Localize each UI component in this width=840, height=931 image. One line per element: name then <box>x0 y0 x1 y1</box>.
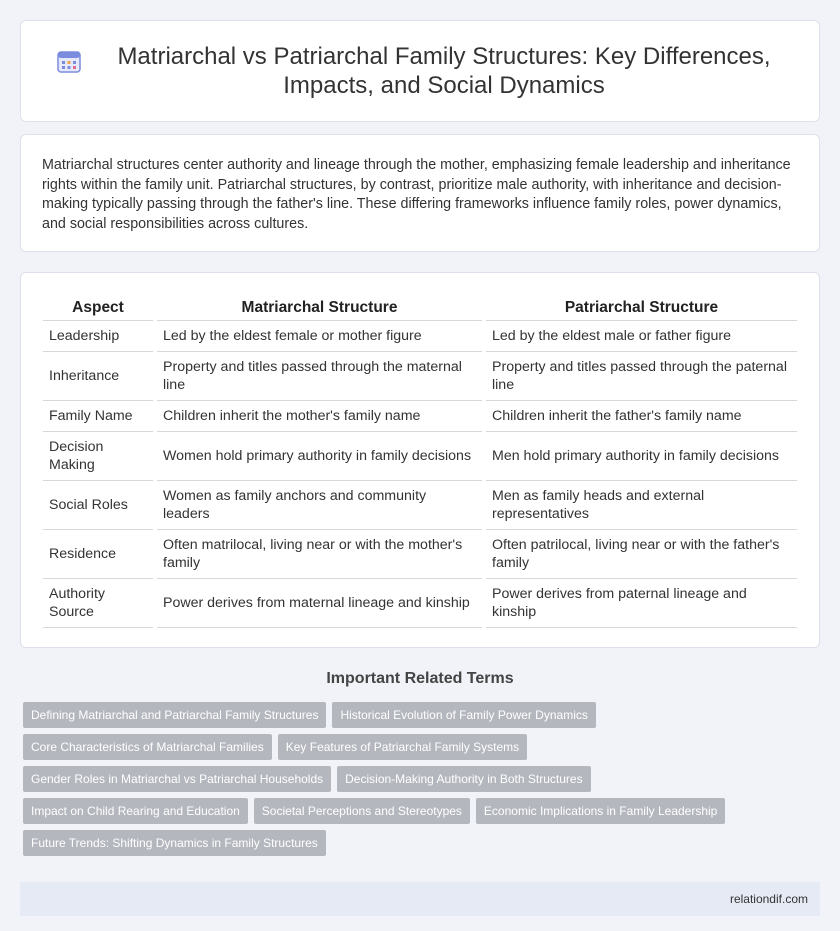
comparison-table <box>39 295 801 628</box>
table-row <box>43 401 797 432</box>
related-tag[interactable]: Defining Matriarchal and Patriarchal Family Structures <box>23 702 326 728</box>
related-tag[interactable]: Core Characteristics of Matriarchal Families <box>23 734 272 760</box>
table-row <box>43 352 797 401</box>
cell-patriarchal: Property and titles passed through the paternal line <box>486 352 797 401</box>
related-tags <box>0 702 840 856</box>
cell-aspect: Decision Making <box>43 432 153 481</box>
table-row <box>43 481 797 530</box>
related-tag[interactable]: Key Features of Patriarchal Family Systems <box>278 734 527 760</box>
cell-matriarchal: Power derives from maternal lineage and kinship <box>157 579 482 628</box>
cell-aspect: Leadership <box>43 321 153 352</box>
cell-aspect: Social Roles <box>43 481 153 530</box>
table-row <box>43 530 797 579</box>
header-card <box>20 20 820 122</box>
cell-patriarchal: Power derives from paternal lineage and kinship <box>486 579 797 628</box>
intro-card <box>20 134 820 252</box>
table-header-row <box>43 295 797 321</box>
related-tag[interactable]: Historical Evolution of Family Power Dynamics <box>332 702 595 728</box>
cell-patriarchal: Children inherit the father's family name <box>486 401 797 432</box>
header-inner <box>56 42 784 100</box>
related-terms-title: Important Related Terms <box>326 670 514 687</box>
cell-patriarchal: Led by the eldest male or father figure <box>486 321 797 352</box>
table-row <box>43 432 797 481</box>
related-tag[interactable]: Future Trends: Shifting Dynamics in Family Structures <box>23 830 326 856</box>
related-tag[interactable]: Decision-Making Authority in Both Structures <box>337 766 590 792</box>
table-row <box>43 321 797 352</box>
footer-site-name[interactable]: relationdif.com <box>729 892 808 906</box>
cell-matriarchal: Children inherit the mother's family name <box>157 401 482 432</box>
related-terms-section <box>0 670 840 856</box>
cell-matriarchal: Women as family anchors and community leaders <box>157 481 482 530</box>
related-tag[interactable]: Gender Roles in Matriarchal vs Patriarchal Households <box>23 766 331 792</box>
calendar-grid-icon <box>56 48 82 74</box>
cell-aspect: Family Name <box>43 401 153 432</box>
page-title: Matriarchal vs Patriarchal Family Structures: Key Differences, Impacts, and Social Dynamics <box>117 43 771 99</box>
cell-patriarchal: Men hold primary authority in family decisions <box>486 432 797 481</box>
cell-aspect: Inheritance <box>43 352 153 401</box>
cell-matriarchal: Property and titles passed through the maternal line <box>157 352 482 401</box>
comparison-table-card <box>20 272 820 648</box>
intro-paragraph: Matriarchal structures center authority and lineage through the mother, emphasizing female leadership and inheritance rights within the family unit. Patriarchal structures, by contrast, prioritize male authority, with inheritance and decision-making typically passing through the father's line. These differing frameworks influence family roles, power dynamics, and social responsibilities across cultures. <box>42 157 791 232</box>
cell-patriarchal: Often patrilocal, living near or with the father's family <box>486 530 797 579</box>
header-aspect: Aspect <box>43 295 153 321</box>
header-patriarchal: Patriarchal Structure <box>486 295 797 321</box>
related-tag[interactable]: Societal Perceptions and Stereotypes <box>254 798 470 824</box>
cell-patriarchal: Men as family heads and external representatives <box>486 481 797 530</box>
cell-matriarchal: Often matrilocal, living near or with the mother's family <box>157 530 482 579</box>
footer <box>20 882 820 916</box>
related-tag[interactable]: Economic Implications in Family Leadership <box>476 798 725 824</box>
cell-aspect: Residence <box>43 530 153 579</box>
header-matriarchal: Matriarchal Structure <box>157 295 482 321</box>
cell-matriarchal: Led by the eldest female or mother figure <box>157 321 482 352</box>
table-row <box>43 579 797 628</box>
cell-aspect: Authority Source <box>43 579 153 628</box>
related-tag[interactable]: Impact on Child Rearing and Education <box>23 798 248 824</box>
cell-matriarchal: Women hold primary authority in family decisions <box>157 432 482 481</box>
